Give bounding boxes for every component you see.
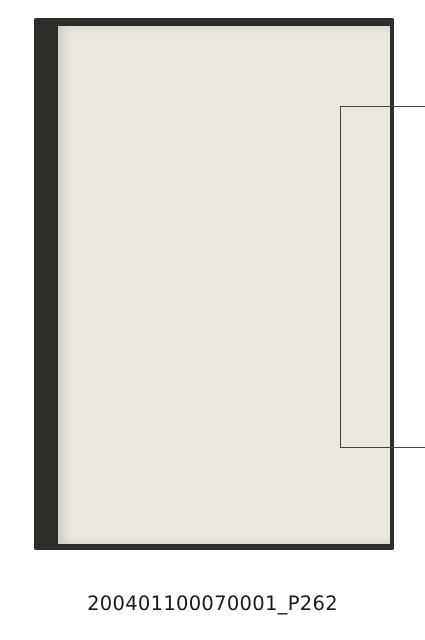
archive-caption: 200401100070001_P262 <box>87 592 338 615</box>
body-text <box>204 114 332 444</box>
sugar-production-table <box>340 106 425 448</box>
book-page <box>58 26 390 544</box>
